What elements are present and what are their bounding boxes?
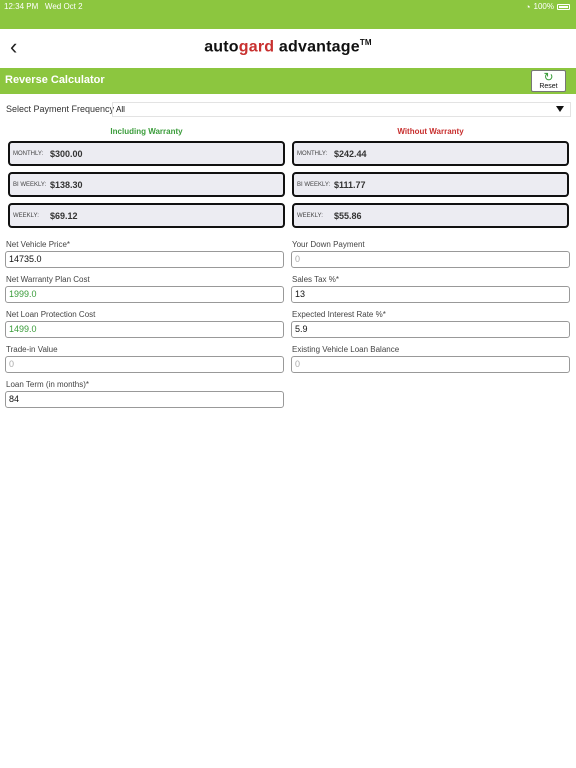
page-title: Reverse Calculator	[5, 74, 105, 86]
reset-button[interactable]	[531, 70, 566, 92]
nav-bar	[0, 29, 576, 68]
loan-term-input[interactable]: 84	[5, 391, 284, 408]
monthly-with-warranty-value: $300.00	[50, 149, 83, 159]
wifi-icon: ◔	[525, 1, 531, 12]
loan-protection-cost-input[interactable]: 1499.0	[5, 321, 284, 338]
payment-frequency-label: Select Payment Frequency	[6, 104, 115, 114]
existing-loan-balance-input[interactable]: 0	[291, 356, 570, 373]
interest-rate-input[interactable]: 5.9	[291, 321, 570, 338]
weekly-without-warranty-value: $55.86	[334, 211, 362, 221]
weekly-label: WEEKLY:	[13, 213, 39, 219]
biweekly-with-warranty-value: $138.30	[50, 180, 83, 190]
payment-frequency-select[interactable]	[112, 102, 571, 117]
battery-percent: 100%	[533, 2, 554, 11]
status-time: 12:34 PM Wed Oct 2	[4, 2, 83, 11]
warranty-plan-cost-input[interactable]: 1999.0	[5, 286, 284, 303]
weekly-with-warranty-box	[8, 203, 285, 228]
battery-icon	[557, 4, 570, 10]
net-vehicle-price-input[interactable]: 14735.0	[5, 251, 284, 268]
sales-tax-input[interactable]: 13	[291, 286, 570, 303]
trade-in-value-label: Trade-in Value	[6, 345, 58, 354]
refresh-icon: ↻	[543, 70, 554, 84]
payment-frequency-value: All	[116, 105, 125, 114]
down-payment-input[interactable]: 0	[291, 251, 570, 268]
weekly-without-warranty-box	[292, 203, 569, 228]
title-bar	[0, 68, 576, 94]
monthly-without-warranty-box	[292, 141, 569, 166]
biweekly-with-warranty-box	[8, 172, 285, 197]
monthly-with-warranty-box	[8, 141, 285, 166]
app-logo: autogard advantage™	[204, 38, 372, 56]
net-vehicle-price-label: Net Vehicle Price*	[6, 240, 71, 249]
monthly-label: MONTHLY:	[297, 151, 328, 157]
biweekly-label: BI WEEKLY:	[297, 182, 331, 188]
interest-rate-label: Expected Interest Rate %*	[292, 310, 386, 319]
loan-term-label: Loan Term (in months)*	[6, 380, 89, 389]
sales-tax-label: Sales Tax %*	[292, 275, 339, 284]
weekly-label: WEEKLY:	[297, 213, 323, 219]
reset-label: Reset	[539, 83, 558, 90]
loan-protection-cost-label: Net Loan Protection Cost	[6, 310, 96, 319]
without-warranty-heading: Without Warranty	[397, 127, 464, 136]
biweekly-without-warranty-value: $111.77	[334, 180, 366, 190]
biweekly-without-warranty-box	[292, 172, 569, 197]
weekly-with-warranty-value: $69.12	[50, 211, 78, 221]
including-warranty-heading: Including Warranty	[110, 127, 183, 136]
status-bar	[0, 0, 576, 29]
down-payment-label: Your Down Payment	[292, 240, 365, 249]
monthly-label: MONTHLY:	[13, 151, 44, 157]
trade-in-value-input[interactable]: 0	[5, 356, 284, 373]
biweekly-label: BI WEEKLY:	[13, 182, 47, 188]
status-right	[525, 2, 570, 11]
dropdown-caret-icon	[556, 106, 564, 112]
existing-loan-balance-label: Existing Vehicle Loan Balance	[292, 345, 400, 354]
monthly-without-warranty-value: $242.44	[334, 149, 367, 159]
back-chevron-icon[interactable]: ‹	[10, 34, 18, 59]
warranty-plan-cost-label: Net Warranty Plan Cost	[6, 275, 90, 284]
